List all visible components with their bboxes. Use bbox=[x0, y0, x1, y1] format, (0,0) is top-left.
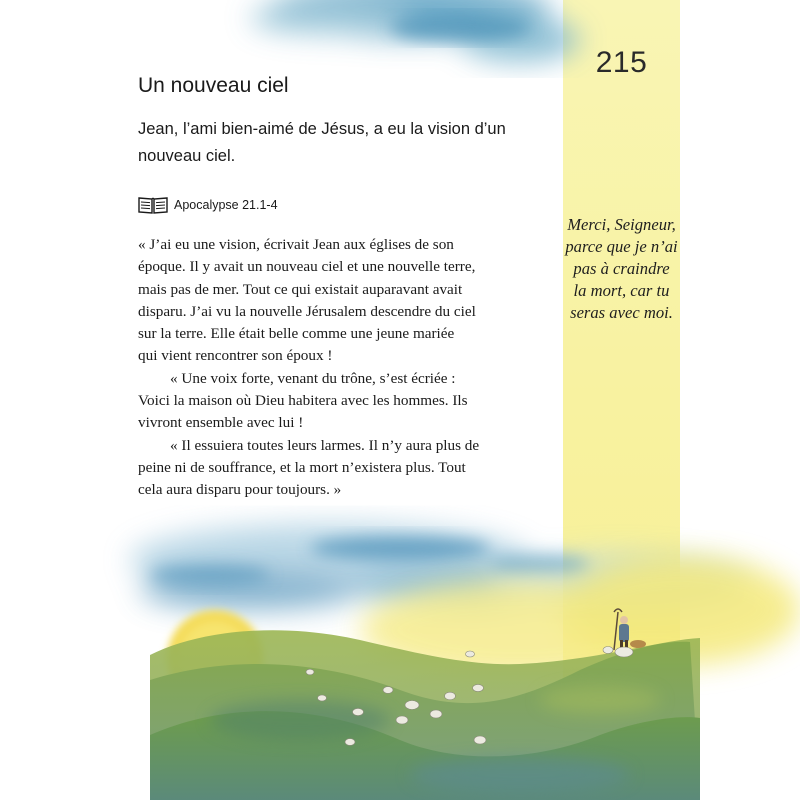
page-number: 215 bbox=[595, 46, 648, 79]
prayer-line: seras avec moi. bbox=[570, 303, 673, 322]
body-line: qui vient rencontrer son époux ! bbox=[138, 347, 333, 365]
story-body bbox=[138, 234, 558, 502]
body-line: « Il essuiera toutes leurs larmes. Il n’y aura plus de bbox=[170, 436, 480, 454]
body-line: vivront ensemble avec lui ! bbox=[138, 414, 304, 432]
story-title: Un nouveau ciel bbox=[138, 74, 289, 97]
body-line: époque. Il y avait un nouveau ciel et une nouvelle terre, bbox=[138, 258, 476, 276]
prayer-line: pas à craindre bbox=[573, 259, 670, 278]
open-book-icon bbox=[138, 196, 168, 214]
body-line: peine ni de souffrance, et la mort n’existera plus. Tout bbox=[138, 458, 466, 476]
story-summary-line: Jean, l’ami bien-aimé de Jésus, a eu la vision d’un bbox=[138, 120, 506, 138]
body-line: disparu. J’ai vu la nouvelle Jérusalem descendre du ciel bbox=[138, 302, 476, 320]
bible-reference bbox=[138, 195, 278, 215]
body-line: « J’ai eu une vision, écrivait Jean aux églises de son bbox=[138, 236, 454, 253]
prayer-line: parce que je n’ai bbox=[565, 237, 678, 256]
body-line: sur la terre. Elle était belle comme une jeune mariée bbox=[138, 325, 455, 343]
prayer-text bbox=[565, 214, 678, 324]
body-line: « Une voix forte, venant du trône, s’est écriée : bbox=[170, 369, 456, 387]
reference-text: Apocalypse 21.1-4 bbox=[174, 198, 278, 212]
body-line: cela aura disparu pour toujours. » bbox=[138, 481, 342, 499]
prayer-line: Merci, Seigneur, bbox=[567, 215, 676, 234]
story-summary-line: nouveau ciel. bbox=[138, 147, 236, 165]
body-line: mais pas de mer. Tout ce qui existait auparavant avait bbox=[138, 280, 463, 298]
story-summary bbox=[138, 116, 558, 170]
prayer-line: la mort, car tu bbox=[573, 281, 670, 300]
body-line: Voici la maison où Dieu habitera avec les hommes. Ils bbox=[138, 392, 468, 410]
